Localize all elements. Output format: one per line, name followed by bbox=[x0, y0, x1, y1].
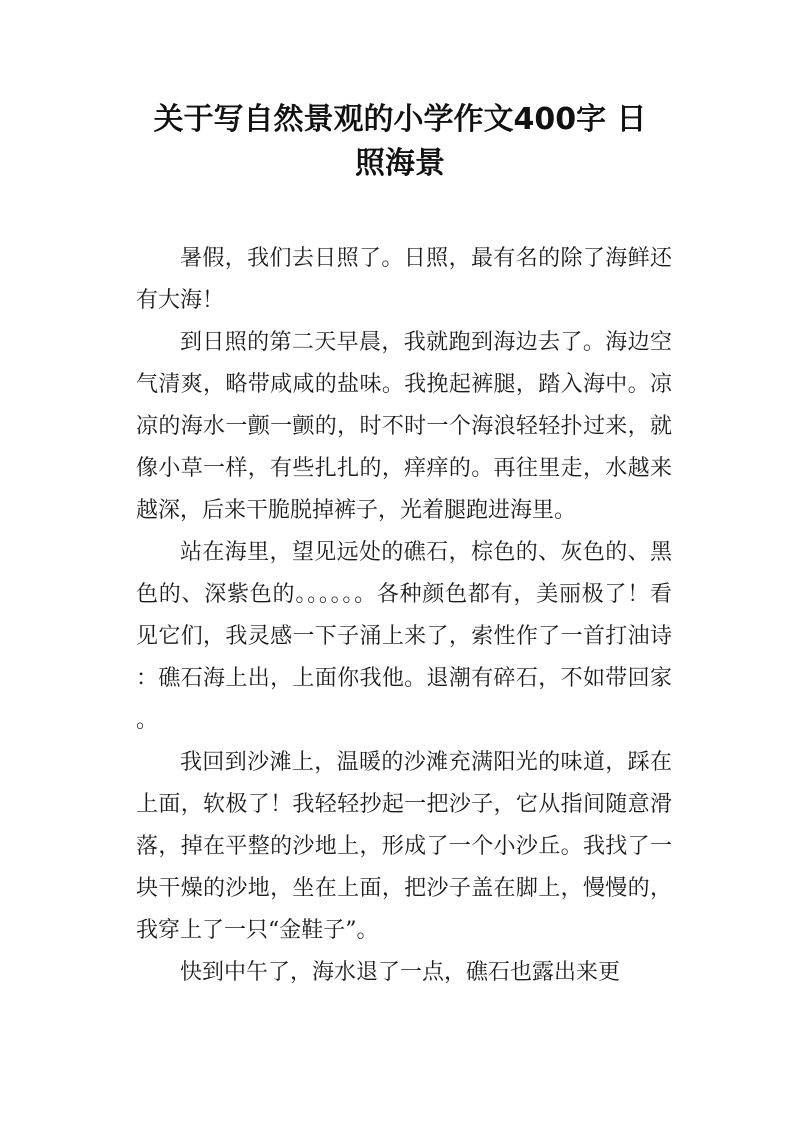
title-line-1: 关于写自然景观的小学作文400字 日 bbox=[153, 102, 647, 137]
paragraph-3: 站在海里，望见远处的礁石，棕色的、灰色的、黑色的、深紫色的。。。。。。各种颜色都有，美丽极了！看见它们，我灵感一下子涌上来了，索性作了一首打油诗：礁石海上出，上面你我他。退潮有碎石，不如带回家。 bbox=[136, 540, 672, 733]
document-title bbox=[100, 98, 700, 186]
paragraph-1: 暑假，我们去日照了。日照，最有名的除了海鲜还有大海！ bbox=[136, 246, 672, 313]
paragraph-4: 我回到沙滩上，温暖的沙滩充满阳光的味道，踩在上面，软极了！我轻轻抄起一把沙子，它从指间随意滑落，掉在平整的沙地上，形成了一个小沙丘。我找了一块干燥的沙地，坐在上面，把沙子盖在脚上，慢慢的，我穿上了一只“金鞋子”。 bbox=[136, 750, 672, 943]
article-body bbox=[136, 238, 672, 994]
title-line-2: 照海景 bbox=[355, 146, 445, 181]
paragraph-5: 快到中午了，海水退了一点，礁石也露出来更 bbox=[180, 960, 621, 985]
paragraph-2: 到日照的第二天早晨，我就跑到海边去了。海边空气清爽，略带咸咸的盐味。我挽起裤腿，踏入海中。凉凉的海水一颤一颤的，时不时一个海浪轻轻扑过来，就像小草一样，有些扎扎的，痒痒的。再往里走，水越来越深，后来干脆脱掉裤子，光着腿跑进海里。 bbox=[136, 330, 672, 523]
